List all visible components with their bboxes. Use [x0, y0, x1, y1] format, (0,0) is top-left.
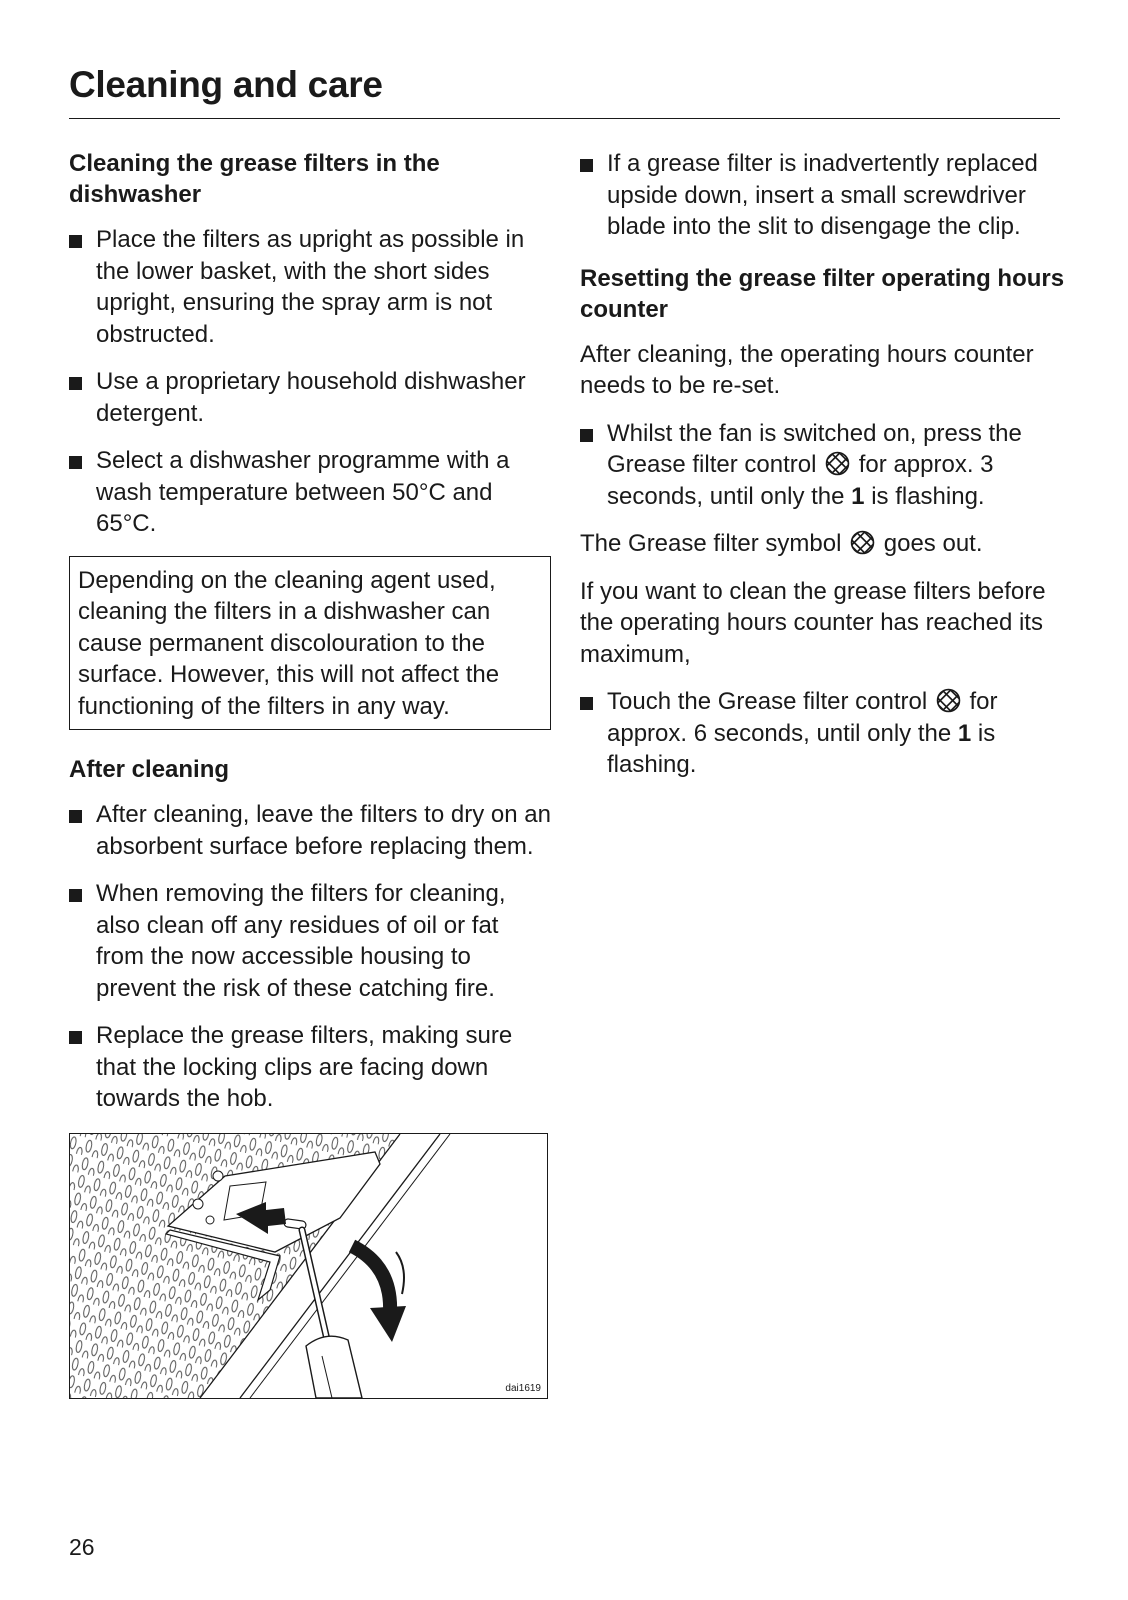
list-item: Touch the Grease filter control for approx. 6 seconds, until only the 1 is flashing.: [580, 686, 1065, 781]
list-item: Place the filters as upright as possible in the lower basket, with the short sides upright, ensuring the spray arm is not obstructed.: [69, 224, 551, 350]
early-reset-step-list: [580, 686, 1065, 781]
grease-filter-symbol-icon: [825, 451, 850, 476]
reset-intro-text: After cleaning, the operating hours counter needs to be re-set.: [580, 340, 1034, 399]
square-bullet-icon: [69, 810, 82, 823]
title-rule: [69, 118, 1060, 119]
section-heading-dishwasher: Cleaning the grease filters in the dishwasher: [69, 150, 440, 208]
page-number: 26: [69, 1534, 95, 1560]
square-bullet-icon: [580, 429, 593, 442]
reset-step-list: [580, 418, 1065, 513]
square-bullet-icon: [580, 697, 593, 710]
list-item: After cleaning, leave the filters to dry on an absorbent surface before replacing them.: [69, 799, 551, 862]
right-column: [580, 148, 1065, 797]
rotate-arrow-icon: [352, 1246, 390, 1312]
symbol-goes-out-text: The Grease filter symbol goes out.: [580, 528, 1065, 560]
section-heading-after-cleaning: After cleaning: [69, 756, 230, 783]
list-item: Replace the grease filters, making sure that the locking clips are facing down towards the hob.: [69, 1020, 551, 1115]
list-item: Whilst the fan is switched on, press the Grease filter control for approx. 3 seconds, until only the 1 is flashing.: [580, 418, 1065, 513]
discolouration-note: Depending on the cleaning agent used, cleaning the filters in a dishwasher can cause permanent discolouration to the surface. However, this will not affect the functioning of the filters in any way.: [69, 556, 551, 731]
page-title: Cleaning and care: [69, 64, 383, 105]
grease-filter-symbol-icon: [850, 530, 875, 555]
section-heading-reset-counter: Resetting the grease filter operating hours counter: [580, 264, 1065, 323]
after-cleaning-list: [69, 799, 551, 1115]
filter-clip-illustration: [69, 1133, 548, 1399]
dishwasher-steps-list: [69, 224, 551, 540]
list-item: When removing the filters for cleaning, also clean off any residues of oil or fat from the now accessible housing to prevent the risk of these catching fire.: [69, 878, 551, 1004]
square-bullet-icon: [69, 456, 82, 469]
grease-filter-symbol-icon: [936, 688, 961, 713]
filter-illustration-svg: [70, 1134, 547, 1398]
square-bullet-icon: [69, 889, 82, 902]
upside-down-list: [580, 148, 1065, 243]
screwdriver-icon: [306, 1336, 362, 1398]
list-item: Use a proprietary household dishwasher detergent.: [69, 366, 551, 429]
list-item: If a grease filter is inadvertently replaced upside down, insert a small screwdriver blade into the slit to disengage the clip.: [580, 148, 1065, 243]
square-bullet-icon: [580, 159, 593, 172]
figure-code: dai1619: [505, 1382, 541, 1394]
list-item: Select a dishwasher programme with a wash temperature between 50°C and 65°C.: [69, 445, 551, 540]
square-bullet-icon: [69, 377, 82, 390]
left-column: [69, 148, 551, 1399]
square-bullet-icon: [69, 1031, 82, 1044]
conditional-text: If you want to clean the grease filters before the operating hours counter has reached its maximum,: [580, 577, 1046, 668]
square-bullet-icon: [69, 235, 82, 248]
